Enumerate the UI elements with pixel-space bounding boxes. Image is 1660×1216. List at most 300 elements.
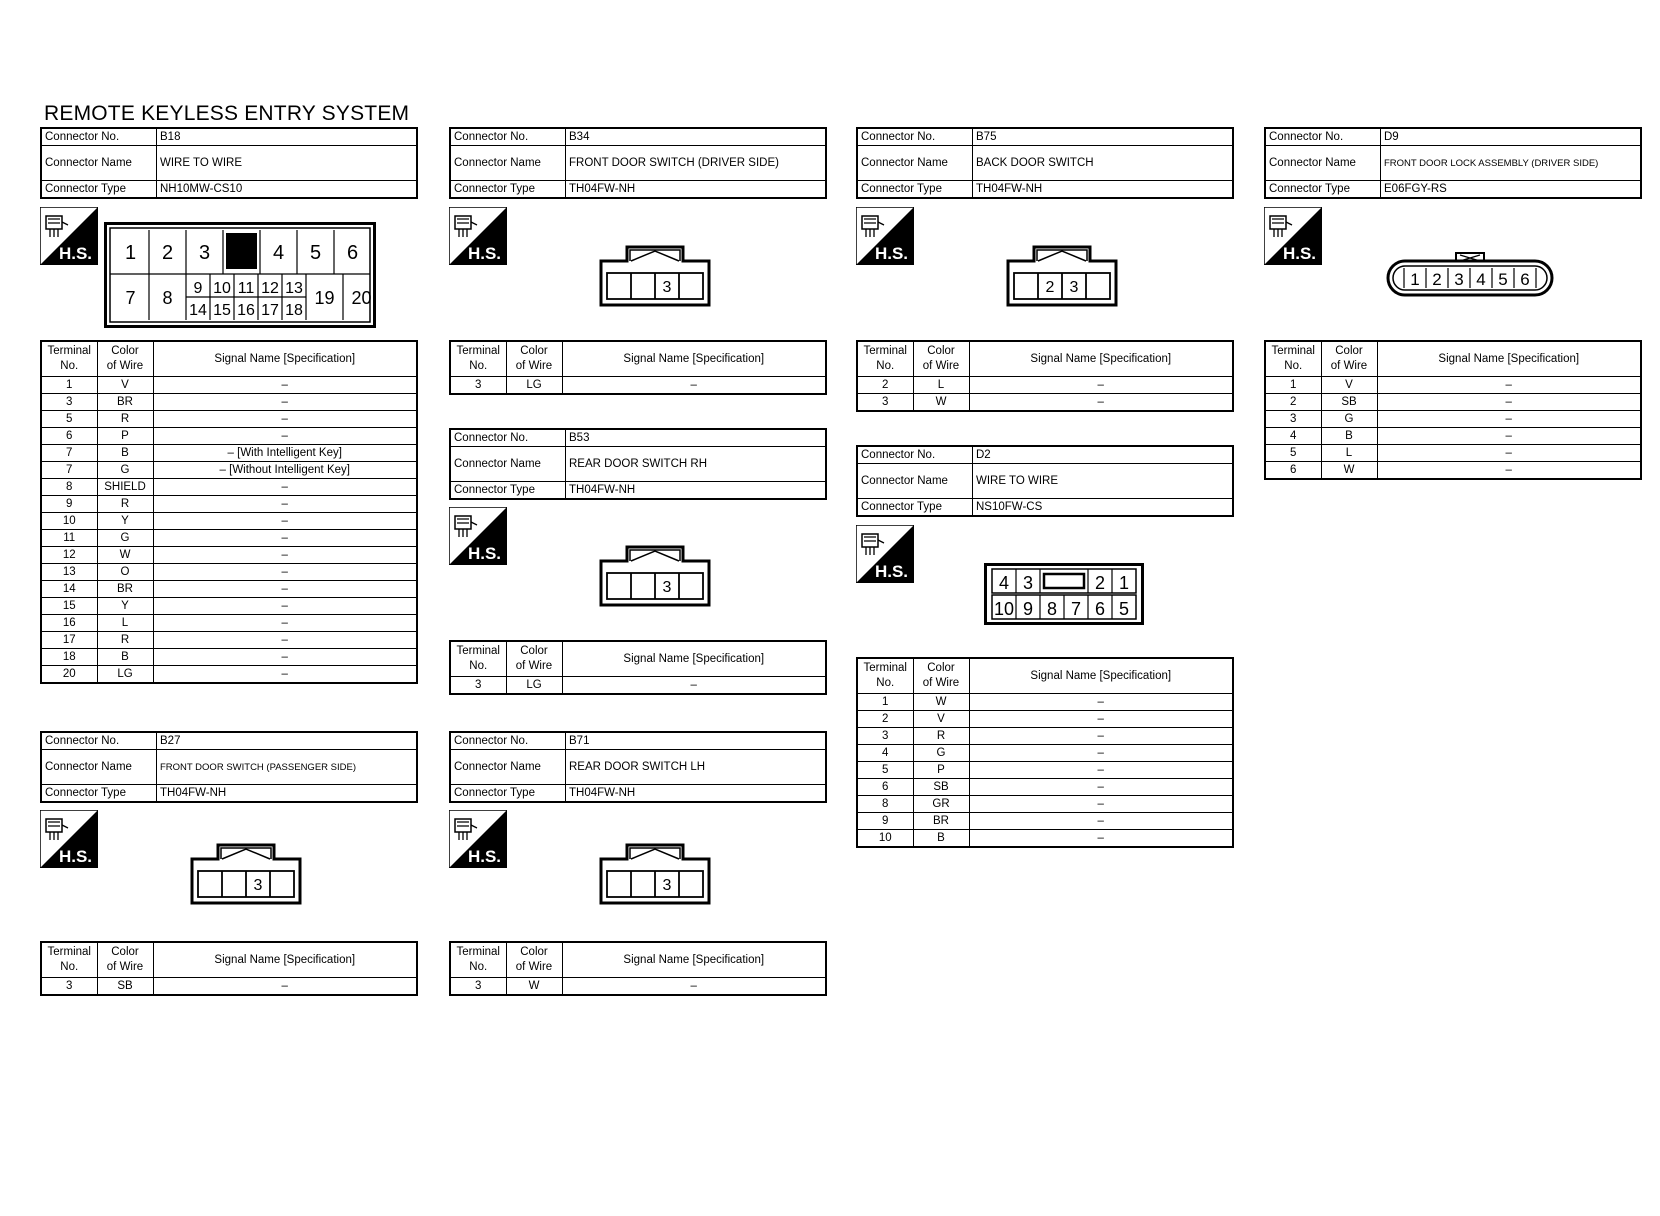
pin-number: 15 xyxy=(213,302,231,319)
wire-color-cell: SB xyxy=(1321,394,1377,411)
connector-type-label: Connector Type xyxy=(41,785,157,803)
signal-name-cell: – xyxy=(969,796,1233,813)
connector-info-b75 xyxy=(856,127,1234,199)
connector-type-label: Connector Type xyxy=(1265,181,1381,199)
pin-number: 7 xyxy=(125,288,136,308)
wire-color-cell: R xyxy=(97,632,153,649)
pin-number: 8 xyxy=(1046,599,1058,619)
terminal-no-cell: 6 xyxy=(41,428,97,445)
signal-name-cell: – xyxy=(969,762,1233,779)
wire-color-cell: R xyxy=(97,496,153,513)
connector-name-label: Connector Name xyxy=(41,146,157,181)
connector-no-value: B34 xyxy=(566,128,827,146)
table-row xyxy=(41,411,417,428)
harness-side-icon xyxy=(40,810,98,868)
terminal-no-cell: 6 xyxy=(1265,462,1321,480)
pin-number: 18 xyxy=(285,302,303,319)
connector-face-b18 xyxy=(104,222,376,328)
connector-type-label: Connector Type xyxy=(450,785,566,803)
harness-side-icon xyxy=(449,507,507,565)
table-row xyxy=(41,394,417,411)
connector-no-value: B71 xyxy=(566,732,827,750)
pin-number: 5 xyxy=(309,242,322,264)
connector-no-label: Connector No. xyxy=(41,128,157,146)
wire-color-cell: BR xyxy=(97,394,153,411)
pin-number: 3 xyxy=(253,877,263,894)
connector-name-label: Connector Name xyxy=(857,146,973,181)
table-row xyxy=(857,830,1233,848)
terminal-no-cell: 10 xyxy=(41,513,97,530)
terminal-no-header: Terminal No. xyxy=(857,341,913,377)
connector-name-label: Connector Name xyxy=(1265,146,1381,181)
connector-no-value: B53 xyxy=(566,429,827,447)
terminal-no-header: Terminal No. xyxy=(41,341,97,377)
signal-name-header: Signal Name [Specification] xyxy=(969,658,1233,694)
connector-type-value: NS10FW-CS xyxy=(973,499,1234,517)
table-row xyxy=(41,615,417,632)
signal-name-cell: – xyxy=(562,978,826,996)
pin-number: 9 xyxy=(1022,599,1034,619)
signal-name-cell: – xyxy=(153,564,417,581)
table-row xyxy=(1265,462,1641,480)
connector-type-label: Connector Type xyxy=(41,181,157,199)
wire-color-cell: V xyxy=(913,711,969,728)
color-of-wire-header: Color of Wire xyxy=(506,942,562,978)
table-row xyxy=(1265,445,1641,462)
terminal-no-cell: 3 xyxy=(41,978,97,996)
terminal-no-cell: 8 xyxy=(41,479,97,496)
connector-type-label: Connector Type xyxy=(857,181,973,199)
signal-name-cell: – xyxy=(969,779,1233,796)
signal-name-header: Signal Name [Specification] xyxy=(562,942,826,978)
signal-name-cell: – xyxy=(153,615,417,632)
pin-number: 4 xyxy=(998,573,1010,593)
pin-number: 6 xyxy=(346,242,359,264)
table-row xyxy=(41,377,417,394)
connector-no-label: Connector No. xyxy=(450,128,566,146)
table-row xyxy=(857,711,1233,728)
signal-name-cell: – xyxy=(1377,445,1641,462)
terminal-no-cell: 14 xyxy=(41,581,97,598)
pin-number: 1 xyxy=(124,242,137,264)
pin-number: 6 xyxy=(1520,270,1530,289)
pin-number: 1 xyxy=(1410,270,1420,289)
pin-number: 7 xyxy=(1070,599,1082,619)
connector-face-b34 xyxy=(599,245,711,307)
terminal-no-header: Terminal No. xyxy=(41,942,97,978)
wire-color-cell: BR xyxy=(913,813,969,830)
signal-name-cell: – xyxy=(153,547,417,564)
terminal-no-cell: 5 xyxy=(41,411,97,428)
color-of-wire-header: Color of Wire xyxy=(506,341,562,377)
wire-color-cell: L xyxy=(913,377,969,394)
connector-type-value: TH04FW-NH xyxy=(973,181,1234,199)
wire-color-cell: L xyxy=(97,615,153,632)
pin-number: 9 xyxy=(193,280,203,297)
harness-side-icon xyxy=(856,525,914,583)
terminal-no-cell: 1 xyxy=(1265,377,1321,394)
connector-no-label: Connector No. xyxy=(450,732,566,750)
terminal-table-d9 xyxy=(1264,340,1642,480)
table-row xyxy=(41,428,417,445)
wire-color-cell: O xyxy=(97,564,153,581)
hs-label: H.S. xyxy=(467,847,501,866)
harness-side-icon xyxy=(40,207,98,265)
terminal-no-cell: 10 xyxy=(857,830,913,848)
terminal-no-cell: 3 xyxy=(41,394,97,411)
connector-name-label: Connector Name xyxy=(450,146,566,181)
table-row xyxy=(450,377,826,395)
pin-number: 4 xyxy=(1476,270,1486,289)
table-row xyxy=(41,581,417,598)
terminal-no-cell: 7 xyxy=(41,445,97,462)
table-row xyxy=(41,978,417,996)
terminal-no-cell: 7 xyxy=(41,462,97,479)
signal-name-cell: – xyxy=(153,496,417,513)
signal-name-cell: – [With Intelligent Key] xyxy=(153,445,417,462)
wire-color-cell: SHIELD xyxy=(97,479,153,496)
table-row xyxy=(1265,411,1641,428)
connector-type-value: TH04FW-NH xyxy=(566,181,827,199)
pin-number: 2 xyxy=(1045,279,1055,296)
hs-label: H.S. xyxy=(58,847,92,866)
table-row xyxy=(857,762,1233,779)
table-row xyxy=(41,564,417,581)
signal-name-cell: – xyxy=(1377,462,1641,480)
pin-number: 3 xyxy=(662,279,672,296)
connector-no-label: Connector No. xyxy=(857,128,973,146)
hs-label: H.S. xyxy=(467,544,501,563)
connector-info-b34 xyxy=(449,127,827,199)
signal-name-header: Signal Name [Specification] xyxy=(1377,341,1641,377)
terminal-no-cell: 6 xyxy=(857,779,913,796)
hs-label: H.S. xyxy=(467,244,501,263)
table-row xyxy=(41,445,417,462)
terminal-no-cell: 3 xyxy=(857,728,913,745)
pin-number: 2 xyxy=(1094,573,1106,593)
connector-no-value: D9 xyxy=(1381,128,1642,146)
pin-number: 2 xyxy=(161,242,174,264)
terminal-no-cell: 12 xyxy=(41,547,97,564)
pin-number: 14 xyxy=(189,302,207,319)
table-row xyxy=(857,394,1233,412)
table-row xyxy=(450,978,826,996)
table-row xyxy=(41,632,417,649)
connector-no-label: Connector No. xyxy=(1265,128,1381,146)
table-row xyxy=(1265,377,1641,394)
terminal-no-cell: 5 xyxy=(857,762,913,779)
signal-name-cell: – xyxy=(153,377,417,394)
signal-name-cell: – xyxy=(562,677,826,695)
terminal-no-cell: 8 xyxy=(857,796,913,813)
signal-name-cell: – xyxy=(969,830,1233,848)
pin-number: 10 xyxy=(993,599,1015,619)
terminal-table-b27 xyxy=(40,941,418,996)
wire-color-cell: V xyxy=(97,377,153,394)
connector-no-label: Connector No. xyxy=(857,446,973,464)
table-row xyxy=(857,377,1233,394)
wire-color-cell: Y xyxy=(97,598,153,615)
hs-label: H.S. xyxy=(874,244,908,263)
table-row xyxy=(41,462,417,479)
pin-number: 4 xyxy=(272,242,285,264)
table-row xyxy=(41,513,417,530)
signal-name-cell: – xyxy=(969,694,1233,711)
wire-color-cell: LG xyxy=(97,666,153,684)
connector-name-value: FRONT DOOR SWITCH (PASSENGER SIDE) xyxy=(157,750,418,785)
connector-name-value: BACK DOOR SWITCH xyxy=(973,146,1234,181)
wire-color-cell: W xyxy=(506,978,562,996)
connector-info-b27 xyxy=(40,731,418,803)
terminal-no-header: Terminal No. xyxy=(450,641,506,677)
connector-name-value: FRONT DOOR SWITCH (DRIVER SIDE) xyxy=(566,146,827,181)
terminal-table-b18 xyxy=(40,340,418,684)
pin-number: 3 xyxy=(662,579,672,596)
color-of-wire-header: Color of Wire xyxy=(97,341,153,377)
signal-name-cell: – xyxy=(969,813,1233,830)
signal-name-cell: – xyxy=(1377,428,1641,445)
table-row xyxy=(41,598,417,615)
connector-type-value: NH10MW-CS10 xyxy=(157,181,418,199)
signal-name-cell: – xyxy=(153,978,417,996)
color-of-wire-header: Color of Wire xyxy=(913,658,969,694)
pin-number: 3 xyxy=(1454,270,1464,289)
signal-name-header: Signal Name [Specification] xyxy=(153,942,417,978)
signal-name-cell: – xyxy=(1377,394,1641,411)
table-row xyxy=(857,813,1233,830)
pin-number: 3 xyxy=(662,877,672,894)
table-row xyxy=(41,666,417,684)
wire-color-cell: B xyxy=(97,445,153,462)
table-row xyxy=(41,530,417,547)
pin-number: 2 xyxy=(1432,270,1442,289)
connector-no-value: D2 xyxy=(973,446,1234,464)
terminal-table-d2 xyxy=(856,657,1234,848)
wire-color-cell: W xyxy=(1321,462,1377,480)
signal-name-cell: – xyxy=(1377,377,1641,394)
connector-type-value: TH04FW-NH xyxy=(157,785,418,803)
table-row xyxy=(857,728,1233,745)
signal-name-cell: – xyxy=(969,745,1233,762)
terminal-table-b71 xyxy=(449,941,827,996)
pin-number: 16 xyxy=(237,302,255,319)
table-row xyxy=(857,694,1233,711)
connector-info-b71 xyxy=(449,731,827,803)
signal-name-cell: – xyxy=(153,411,417,428)
table-row xyxy=(41,547,417,564)
terminal-no-cell: 15 xyxy=(41,598,97,615)
connector-type-label: Connector Type xyxy=(450,482,566,500)
color-of-wire-header: Color of Wire xyxy=(1321,341,1377,377)
wire-color-cell: P xyxy=(97,428,153,445)
connector-no-label: Connector No. xyxy=(41,732,157,750)
connector-type-value: E06FGY-RS xyxy=(1381,181,1642,199)
connector-face-b75 xyxy=(1006,245,1118,307)
terminal-no-cell: 4 xyxy=(857,745,913,762)
pin-number: 17 xyxy=(261,302,279,319)
terminal-no-cell: 3 xyxy=(450,978,506,996)
signal-name-cell: – xyxy=(153,530,417,547)
terminal-no-cell: 3 xyxy=(450,377,506,395)
terminal-no-cell: 2 xyxy=(857,711,913,728)
signal-name-cell: – xyxy=(969,394,1233,412)
terminal-table-b75 xyxy=(856,340,1234,412)
wire-color-cell: P xyxy=(913,762,969,779)
terminal-no-cell: 3 xyxy=(450,677,506,695)
connector-no-value: B75 xyxy=(973,128,1234,146)
signal-name-cell: – xyxy=(969,728,1233,745)
signal-name-cell: – xyxy=(153,581,417,598)
terminal-no-cell: 3 xyxy=(857,394,913,412)
page-title: REMOTE KEYLESS ENTRY SYSTEM xyxy=(44,102,410,125)
table-row xyxy=(857,779,1233,796)
signal-name-cell: – xyxy=(153,428,417,445)
connector-type-value: TH04FW-NH xyxy=(566,785,827,803)
wire-color-cell: G xyxy=(97,462,153,479)
terminal-no-cell: 18 xyxy=(41,649,97,666)
terminal-no-header: Terminal No. xyxy=(1265,341,1321,377)
wire-color-cell: SB xyxy=(913,779,969,796)
signal-name-cell: – xyxy=(153,479,417,496)
terminal-no-cell: 13 xyxy=(41,564,97,581)
connector-type-label: Connector Type xyxy=(450,181,566,199)
hs-label: H.S. xyxy=(1282,244,1316,263)
connector-info-b53 xyxy=(449,428,827,500)
signal-name-cell: – xyxy=(153,598,417,615)
connector-no-label: Connector No. xyxy=(450,429,566,447)
wire-color-cell: B xyxy=(913,830,969,848)
connector-name-label: Connector Name xyxy=(450,750,566,785)
table-row xyxy=(857,745,1233,762)
signal-name-cell: – xyxy=(153,632,417,649)
wire-color-cell: G xyxy=(913,745,969,762)
signal-name-header: Signal Name [Specification] xyxy=(562,641,826,677)
connector-no-value: B27 xyxy=(157,732,418,750)
signal-name-cell: – xyxy=(153,666,417,684)
pin-number: 1 xyxy=(1118,573,1130,593)
wire-color-cell: B xyxy=(97,649,153,666)
pin-number: 3 xyxy=(1069,279,1079,296)
wire-color-cell: G xyxy=(1321,411,1377,428)
wire-color-cell: V xyxy=(1321,377,1377,394)
pin-number: 5 xyxy=(1118,599,1130,619)
terminal-no-cell: 9 xyxy=(857,813,913,830)
connector-name-value: REAR DOOR SWITCH RH xyxy=(566,447,827,482)
connector-info-d9 xyxy=(1264,127,1642,199)
terminal-no-header: Terminal No. xyxy=(857,658,913,694)
wire-color-cell: GR xyxy=(913,796,969,813)
terminal-no-cell: 5 xyxy=(1265,445,1321,462)
table-row xyxy=(41,496,417,513)
harness-side-icon xyxy=(449,207,507,265)
connector-face-b27 xyxy=(190,843,302,905)
wire-color-cell: G xyxy=(97,530,153,547)
signal-name-cell: – xyxy=(1377,411,1641,428)
connector-name-value: WIRE TO WIRE xyxy=(973,464,1234,499)
table-row xyxy=(1265,428,1641,445)
connector-face-d9 xyxy=(1386,251,1554,299)
pin-number: 8 xyxy=(162,288,173,308)
wire-color-cell: BR xyxy=(97,581,153,598)
color-of-wire-header: Color of Wire xyxy=(913,341,969,377)
connector-face-d2 xyxy=(984,563,1144,625)
color-of-wire-header: Color of Wire xyxy=(506,641,562,677)
connector-type-value: TH04FW-NH xyxy=(566,482,827,500)
connector-name-value: WIRE TO WIRE xyxy=(157,146,418,181)
connector-no-value: B18 xyxy=(157,128,418,146)
hs-label: H.S. xyxy=(58,244,92,263)
terminal-no-cell: 2 xyxy=(1265,394,1321,411)
connector-name-label: Connector Name xyxy=(450,447,566,482)
signal-name-header: Signal Name [Specification] xyxy=(562,341,826,377)
hs-label: H.S. xyxy=(874,562,908,581)
terminal-no-cell: 2 xyxy=(857,377,913,394)
terminal-no-header: Terminal No. xyxy=(450,341,506,377)
table-row xyxy=(41,479,417,496)
wire-color-cell: SB xyxy=(97,978,153,996)
terminal-no-cell: 20 xyxy=(41,666,97,684)
connector-type-label: Connector Type xyxy=(857,499,973,517)
signal-name-cell: – xyxy=(153,394,417,411)
pin-number: 20 xyxy=(351,288,372,308)
wire-color-cell: R xyxy=(913,728,969,745)
signal-name-cell: – xyxy=(153,513,417,530)
connector-info-d2 xyxy=(856,445,1234,517)
signal-name-header: Signal Name [Specification] xyxy=(153,341,417,377)
table-row xyxy=(41,649,417,666)
signal-name-cell: – [Without Intelligent Key] xyxy=(153,462,417,479)
pin-number: 5 xyxy=(1498,270,1508,289)
connector-name-value: FRONT DOOR LOCK ASSEMBLY (DRIVER SIDE) xyxy=(1381,146,1642,181)
connector-name-label: Connector Name xyxy=(857,464,973,499)
pin-number: 13 xyxy=(285,280,303,297)
terminal-no-header: Terminal No. xyxy=(450,942,506,978)
signal-name-cell: – xyxy=(562,377,826,395)
wire-color-cell: B xyxy=(1321,428,1377,445)
wire-color-cell: R xyxy=(97,411,153,428)
wire-color-cell: W xyxy=(97,547,153,564)
table-row xyxy=(1265,394,1641,411)
pin-number: 6 xyxy=(1094,599,1106,619)
connector-face-b71 xyxy=(599,843,711,905)
terminal-no-cell: 1 xyxy=(857,694,913,711)
table-row xyxy=(450,677,826,695)
terminal-no-cell: 17 xyxy=(41,632,97,649)
pin-number: 12 xyxy=(261,280,279,297)
wire-color-cell: Y xyxy=(97,513,153,530)
terminal-no-cell: 16 xyxy=(41,615,97,632)
terminal-no-cell: 3 xyxy=(1265,411,1321,428)
pin-number: 3 xyxy=(198,242,211,264)
wire-color-cell: LG xyxy=(506,677,562,695)
harness-side-icon xyxy=(856,207,914,265)
pin-number: 10 xyxy=(213,280,231,297)
terminal-no-cell: 1 xyxy=(41,377,97,394)
wire-color-cell: W xyxy=(913,394,969,412)
terminal-no-cell: 4 xyxy=(1265,428,1321,445)
terminal-table-b34 xyxy=(449,340,827,395)
wire-color-cell: L xyxy=(1321,445,1377,462)
wire-color-cell: LG xyxy=(506,377,562,395)
connector-info-b18 xyxy=(40,127,418,199)
terminal-no-cell: 11 xyxy=(41,530,97,547)
pin-number: 3 xyxy=(1022,573,1034,593)
connector-face-b53 xyxy=(599,545,711,607)
signal-name-cell: – xyxy=(969,711,1233,728)
color-of-wire-header: Color of Wire xyxy=(97,942,153,978)
terminal-table-b53 xyxy=(449,640,827,695)
signal-name-header: Signal Name [Specification] xyxy=(969,341,1233,377)
